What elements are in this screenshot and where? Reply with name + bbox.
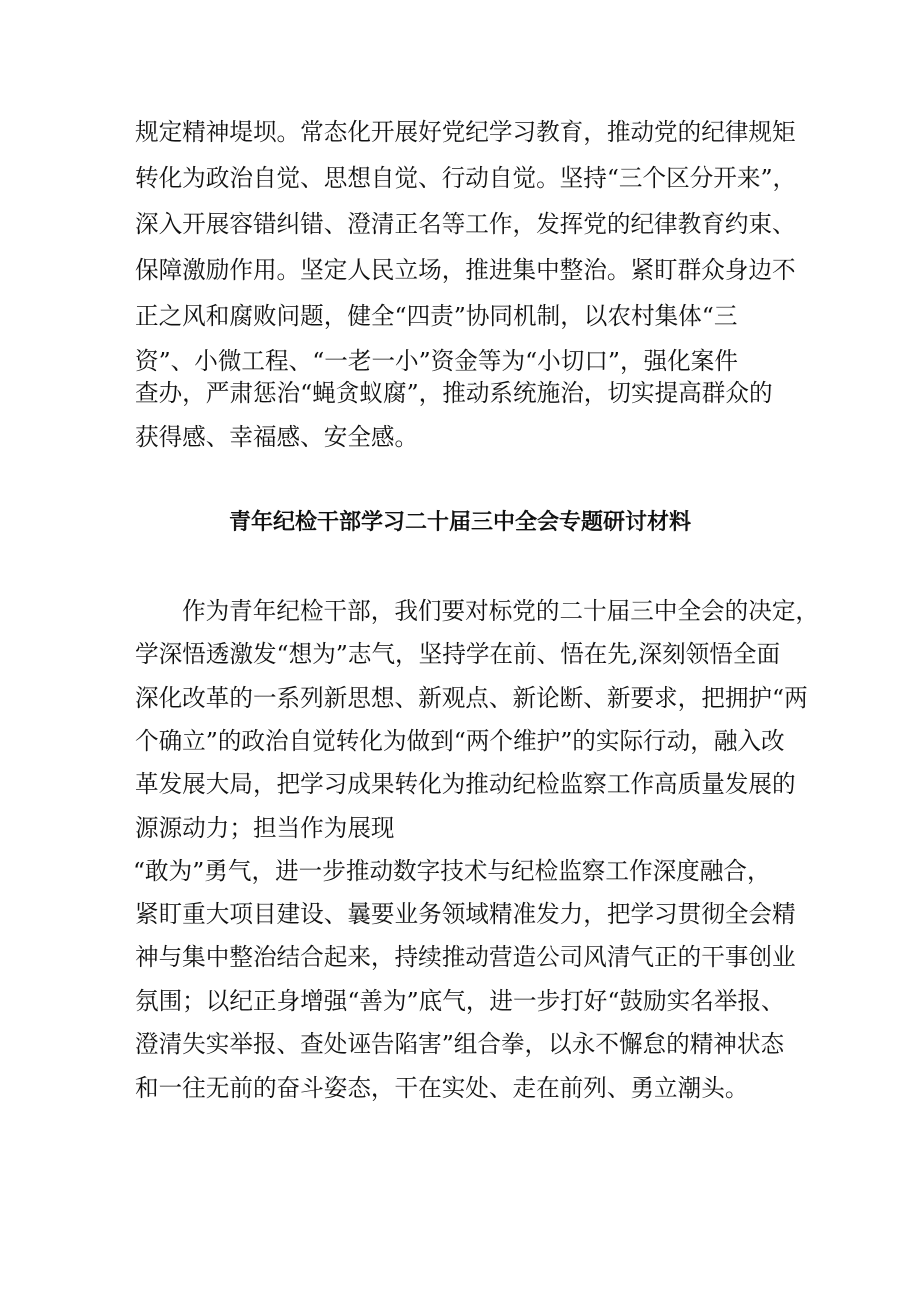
paragraph-line: 澄清失实举报、查处诬告陷害”组合拳，以永不懈怠的精神状态 [135, 1030, 785, 1058]
paragraph-line: 规定精神堤坝。常态化开展好党纪学习教育，推动党的纪律规矩 [135, 118, 796, 146]
paragraph-line: 学深悟透激发“想为”志气，坚持学在前、悟在先,深刻领悟全面 [135, 640, 781, 668]
paragraph-line: 深入开展容错纠错、澄清正名等工作，发挥党的纪律教育约束、 [135, 210, 796, 238]
paragraph-line: 查办，严肃惩治“蝇贪蚁腐”，推动系统施治，切实提高群众的 [135, 379, 773, 407]
paragraph-line: 个确立”的政治自觉转化为做到“两个维护”的实际行动，融入改 [135, 727, 785, 755]
document-title: 青年纪检干部学习二十届三中全会专题研讨材料 [228, 510, 691, 535]
paragraph-line: 神与集中整治结合起来，持续推动营造公司风清气正的干事创业 [135, 943, 796, 971]
paragraph-line: 获得感、幸福感、安全感。 [135, 423, 419, 451]
paragraph-line: 源源动力；担当作为展现 [135, 814, 395, 842]
paragraph-line: 氛围；以纪正身增强“善为”底气，进一步打好“鼓励实名举报、 [135, 987, 785, 1015]
paragraph-line: “敢为”勇气，进一步推动数字技术与纪检监察工作深度融合， [133, 857, 771, 885]
paragraph-line: 正之风和腐败问题，健全“四责”协同机制，以农村集体“三 [135, 302, 738, 330]
paragraph-line: 资”、小微工程、“一老一小”资金等为“小切口”，强化案件 [135, 347, 738, 375]
paragraph-line: 革发展大局，把学习成果转化为推动纪检监察工作高质量发展的 [135, 770, 796, 798]
paragraph-line: 保障激励作用。坚定人民立场，推进集中整治。紧盯群众身边不 [135, 256, 796, 284]
paragraph-line: 深化改革的一系列新思想、新观点、新论断、新要求，把拥护“两 [135, 684, 808, 712]
paragraph-line: 紧盯重大项目建设、曩要业务领域精准发力，把学习贯彻全会精 [135, 900, 796, 928]
paragraph-line: 作为青年纪检干部，我们要对标党的二十届三中全会的决定， [182, 597, 820, 625]
paragraph-line: 和一往无前的奋斗姿态，干在实处、走在前列、勇立潮头。 [135, 1074, 749, 1102]
paragraph-line: 转化为政治自觉、思想自觉、行动自觉。坚持“三个区分开来”， [135, 164, 797, 192]
